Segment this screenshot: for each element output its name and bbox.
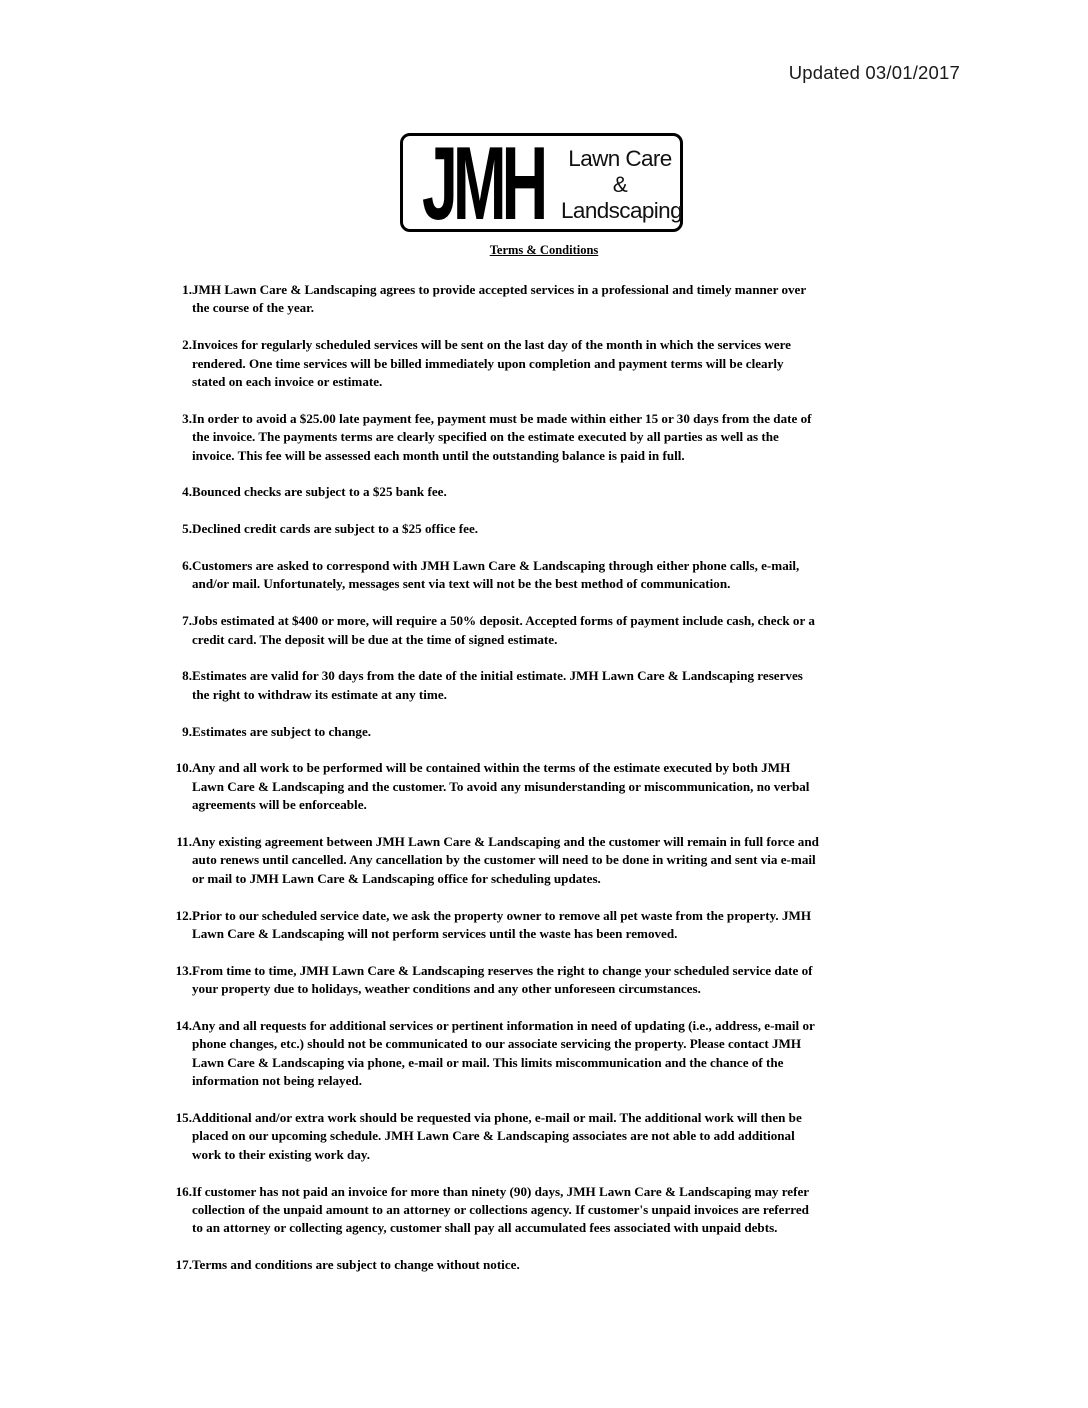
term-item (150, 1017, 965, 1091)
term-number: 2. (182, 337, 192, 353)
term-text: Any and all work to be performed will be contained within the terms of the estimate executed by both JMH Lawn Care & Landscaping and the customer. To avoid any misunderstanding or miscommunication, no verbal agreements will be enforceable. (192, 760, 810, 813)
term-text: Jobs estimated at $400 or more, will require a 50% deposit. Accepted forms of payment include cash, check or a credit card. The deposit will be due at the time of signed estimate. (192, 613, 815, 647)
term-number: 10. (175, 760, 192, 776)
term-item (150, 962, 965, 999)
term-item (150, 667, 965, 704)
term-text: Any existing agreement between JMH Lawn Care & Landscaping and the customer will remain in full force and auto renews until cancelled. Any cancellation by the customer will need to be done in writing and sent via e-mail or mail to JMH Lawn Care & Landscaping office for scheduling updates. (192, 834, 819, 886)
term-text: From time to time, JMH Lawn Care & Landscaping reserves the right to change your scheduled service date of your property due to holidays, weather conditions and any other unforeseen circumstances. (192, 962, 813, 997)
term-text: Any and all requests for additional services or pertinent information in need of updating (i.e., address, e-mail or phone changes, etc.) should not be communicated to our associate servicing the property. Please contact JMH Lawn Care & Landscaping via phone, e-mail or mail. This limits miscommunication and the chance of the information not being relayed. (192, 1018, 815, 1089)
term-text: Bounced checks are subject to a $25 bank fee. (192, 484, 447, 500)
term-item (150, 557, 965, 594)
term-number: 13. (175, 962, 192, 978)
logo-line-2: & (612, 172, 628, 197)
term-item (150, 759, 965, 814)
term-number: 11. (176, 834, 192, 850)
term-item (150, 1256, 965, 1274)
term-item (150, 612, 965, 649)
term-text: Terms and conditions are subject to change without notice. (192, 1257, 520, 1273)
term-number: 7. (182, 613, 192, 629)
term-item (150, 336, 965, 391)
term-item (150, 833, 965, 888)
term-number: 8. (182, 668, 192, 684)
company-logo (400, 126, 683, 242)
term-item (150, 520, 965, 538)
term-item (150, 483, 965, 501)
term-number: 17. (175, 1257, 192, 1273)
term-text: Declined credit cards are subject to a $25 office fee. (192, 521, 479, 537)
term-number: 5. (182, 521, 192, 537)
term-text: Invoices for regularly scheduled services will be sent on the last day of the month in which the services were rendered. One time services will be billed immediately upon completion and payment terms will be clearly stated on each invoice or estimate. (192, 337, 791, 390)
term-text: Customers are asked to correspond with JMH Lawn Care & Landscaping through either phone calls, e-mail, and/or mail. Unfortunately, messages sent via text will not be the best method of communication. (192, 558, 800, 592)
term-text: If customer has not paid an invoice for more than ninety (90) days, JMH Lawn Care & Landscaping may refer collection of the unpaid amount to an attorney or collections agency. If customer's unpaid invoices are referred to an attorney or collecting agency, customer shall pay all accumulated fees associated with unpaid debts. (192, 1183, 810, 1236)
term-item (150, 1183, 965, 1238)
term-number: 14. (175, 1018, 192, 1034)
term-number: 15. (175, 1110, 192, 1126)
term-number: 16. (175, 1183, 192, 1199)
terms-list (150, 281, 965, 1293)
term-number: 12. (175, 907, 192, 923)
term-number: 4. (182, 484, 192, 500)
term-number: 6. (182, 558, 192, 574)
document-title: Terms & Conditions (489, 243, 599, 257)
logo-line-1: Lawn Care (568, 146, 672, 171)
logo-wordmark (561, 146, 683, 224)
term-text: JMH Lawn Care & Landscaping agrees to provide accepted services in a professional and timely manner over the course of the year. (192, 282, 807, 316)
term-number: 3. (182, 410, 192, 426)
term-text: In order to avoid a $25.00 late payment fee, payment must be made within either 15 or 30 days from the date of the invoice. The payments terms are clearly specified on the estimate executed by all parties as well as the invoice. This fee will be assessed each month until the outstanding balance is paid in full. (192, 410, 812, 463)
term-item (150, 410, 965, 465)
term-text: Prior to our scheduled service date, we ask the property owner to remove all pet waste from the property. JMH Lawn Care & Landscaping will not perform services until the waste has been removed. (192, 907, 812, 942)
term-item (150, 281, 965, 318)
logo-line-3: Landscaping (561, 198, 683, 223)
logo-mark: JMH (422, 126, 544, 242)
term-number: 1. (182, 282, 192, 297)
term-item (150, 723, 965, 741)
term-item (150, 1109, 965, 1164)
term-text: Estimates are subject to change. (192, 723, 372, 739)
updated-date: Updated 03/01/2017 (788, 62, 960, 83)
term-item (150, 907, 965, 944)
term-text: Additional and/or extra work should be requested via phone, e-mail or mail. The additional work will then be placed on our upcoming schedule. JMH Lawn Care & Landscaping associates are not able to add additional work to their existing work day. (192, 1110, 802, 1162)
term-number: 9. (182, 723, 192, 739)
term-text: Estimates are valid for 30 days from the date of the initial estimate. JMH Lawn Care & Landscaping reserves the right to withdraw its estimate at any time. (192, 668, 803, 702)
